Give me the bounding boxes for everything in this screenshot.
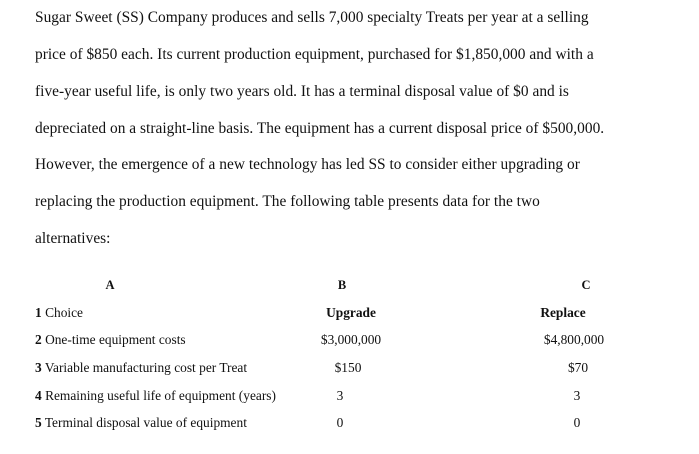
row-label-cell: [35, 388, 276, 404]
row-number: 2: [35, 332, 42, 347]
row-label-cell: [35, 360, 247, 376]
row-label-cell: [35, 415, 247, 431]
column-header-a: A: [105, 278, 115, 292]
paragraph-line-7: alternatives:: [35, 230, 111, 247]
column-header-c: C: [581, 278, 591, 292]
row-number: 1: [35, 305, 42, 320]
upgrade-value: $150: [334, 360, 362, 375]
upgrade-value: 3: [336, 388, 344, 403]
row-label: Variable manufacturing cost per Treat: [44, 360, 248, 375]
row-label-cell: [35, 305, 83, 321]
replace-value: 3: [573, 388, 581, 403]
replace-value: $70: [567, 360, 589, 375]
row-number: 5: [35, 415, 42, 430]
upgrade-value: 0: [336, 415, 344, 430]
replace-value: 0: [573, 415, 581, 430]
row-number: 3: [35, 360, 42, 375]
replace-value: $4,800,000: [543, 332, 605, 347]
upgrade-value: $3,000,000: [320, 332, 382, 347]
replace-value: Replace: [540, 305, 586, 320]
paragraph-line-4: depreciated on a straight-line basis. The equipment has a current disposal price of $500,000.: [35, 120, 605, 137]
row-label-cell: [35, 332, 186, 348]
paragraph-line-2: price of $850 each. Its current production equipment, purchased for $1,850,000 and with a: [35, 46, 594, 63]
row-label: One-time equipment costs: [45, 332, 186, 347]
paragraph-line-1: Sugar Sweet (SS) Company produces and sells 7,000 specialty Treats per year at a selling: [35, 9, 589, 26]
row-label: Remaining useful life of equipment (years): [45, 388, 276, 403]
upgrade-value: Upgrade: [326, 305, 376, 320]
row-label: Choice: [45, 305, 83, 320]
row-label: Terminal disposal value of equipment: [44, 415, 247, 430]
column-header-b: B: [337, 278, 347, 292]
paragraph-line-6: replacing the production equipment. The following table presents data for the two: [35, 193, 540, 210]
row-number: 4: [35, 388, 42, 403]
paragraph-line-3: five-year useful life, is only two years old. It has a terminal disposal value of $0 and is: [35, 83, 569, 100]
paragraph-line-5: However, the emergence of a new technology has led SS to consider either upgrading or: [35, 156, 580, 173]
